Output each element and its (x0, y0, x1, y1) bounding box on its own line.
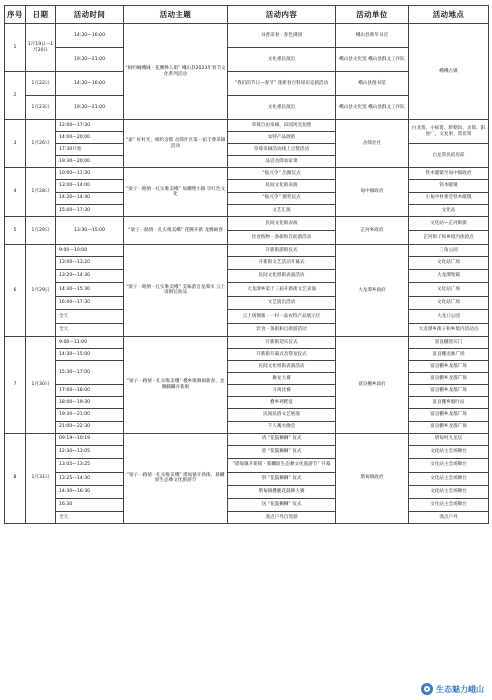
row-place: 塔甸村九龙坛 (409, 433, 489, 445)
row-place: 文化站广场 (409, 282, 489, 296)
table-row (5, 180, 489, 192)
row-place: 铁木暖镇至甸中镇政府 (409, 168, 489, 180)
row-content: 开新街开幕式及祭龙仪式 (228, 348, 336, 360)
row-content: 云上场钢寨 · 一村一品农特产品展示区 (228, 309, 336, 323)
row-time: 14:30—15:00 (56, 348, 124, 360)
row-time: 13:30—15:00 (56, 216, 124, 244)
table-row (5, 498, 489, 511)
row-time: 19:30—21:00 (56, 48, 124, 72)
row-date: 1月22日 (26, 72, 56, 96)
table-row (5, 361, 489, 373)
table-row (5, 472, 489, 485)
row-content: 迎 “花鼓狮狮” 仪式 (228, 445, 336, 458)
row-place: 文化站主会场舞台 (409, 485, 489, 498)
header-cell: 活动地点 (409, 6, 489, 24)
table-row (5, 336, 489, 348)
row-time: 17:00—18:00 (56, 385, 124, 397)
row-time: 18:00—19:30 (56, 397, 124, 409)
row-date: 1月23日 (26, 96, 56, 120)
row-time: 19:30—21:00 (56, 409, 124, 421)
row-place: 大龙潭集镇 (409, 269, 489, 282)
row-content: 翡点户外自驾游 (228, 511, 336, 523)
row-time: 全天 (56, 309, 124, 323)
row-unit: 峨山县文化馆 峨山县群文工作队 (336, 96, 409, 120)
row-place: 文化站广场 (409, 296, 489, 309)
row-time: 16:30 (56, 498, 124, 511)
activity-schedule-table (4, 5, 489, 524)
row-content: 祭 “花鼓狮狮” 仪式 (228, 472, 336, 485)
row-content: 民间文化街表演 (228, 216, 336, 230)
row-content: 开新街文艺活动开幕式 (228, 256, 336, 269)
header-cell: 序号 (5, 6, 26, 24)
table-row (5, 282, 489, 296)
row-place: 文化站—芷河街街 (409, 216, 489, 230)
row-place: 文化站主会场舞台 (409, 445, 489, 458)
row-content: 文化惠民演出 (228, 48, 336, 72)
row-content: 书香读春 · 春色满园 (228, 24, 336, 48)
row-theme: “梁子一路情 · 扎实唯美峨” 塔甸镇开新街、蔡麟原生态彝文化旅游节 (124, 433, 228, 523)
row-time: 13:25—14:30 (56, 472, 124, 485)
row-place: 文化站 (409, 204, 489, 216)
row-number: 6 (5, 244, 26, 336)
row-time: 9:00—11:00 (56, 336, 124, 348)
row-time: 19:30—21:00 (56, 96, 124, 120)
row-place: 白龙箐民宿房前 (409, 144, 489, 168)
row-time: 19:30—20:00 (56, 156, 124, 168)
row-theme: “嘉” 好村光，相约舍郎 舍郎社区第一届丰尊采摘活动 (124, 120, 228, 168)
table-row (5, 323, 489, 336)
row-place: 翡点户外 (409, 511, 489, 523)
table-row (5, 168, 489, 180)
row-date: 1月26日 (26, 120, 56, 168)
row-time: 15:30—17:00 (56, 361, 124, 385)
row-unit: 甸中镇政府 (336, 168, 409, 216)
row-unit: 富良棚乡政府 (336, 336, 409, 433)
row-theme: “梁子一路情 · 扎实唯美峨” 叠乡歌舞闹新春、龙腾麒麟开新街 (124, 336, 228, 433)
row-place: 小甸中村委会铁木暖镇 (409, 192, 489, 204)
row-time: 13:00—14:00 (56, 180, 124, 192)
row-time: 14:30—16:00 (56, 72, 124, 96)
row-time: 9:00—10:00 (56, 244, 124, 256)
row-time: 14:20—14:40 (56, 192, 124, 204)
row-number: 8 (5, 433, 26, 523)
row-place: 峨峨古镇 (409, 24, 489, 120)
row-time: 14:30—15:30 (56, 282, 124, 296)
row-content: “塔甸镇开新街 · 蔡麟原生态彝文化旅游节” 开幕 (228, 458, 336, 472)
table-row (5, 244, 489, 256)
row-place: 富良棚乡龙都广场 (409, 385, 489, 397)
table-row (5, 309, 489, 323)
header-cell: 活动单位 (336, 6, 409, 24)
row-number: 5 (5, 216, 26, 244)
row-place: 富良棚乡龙都广场 (409, 373, 489, 385)
row-time: 14:00—20:00 (56, 132, 124, 144)
header-cell: 活动时间 (56, 6, 124, 24)
row-content: 叠乡鸡粑宴 (228, 397, 336, 409)
row-time: 14:30—16:00 (56, 24, 124, 48)
row-number: 1 (5, 24, 26, 72)
row-unit: 舍郎社区 (336, 120, 409, 168)
row-unit: 峨山县新华书店 (336, 24, 409, 48)
row-number: 2 (5, 72, 26, 120)
row-unit: 峨山县文化馆 峨山县群文工作队 (336, 48, 409, 72)
table-row (5, 511, 489, 523)
row-time: 10:00—11:30 (56, 168, 124, 180)
row-content: 饮食一条街和自助游活动 (228, 323, 336, 336)
row-place: 铁木暖镇 (409, 180, 489, 192)
row-content: 农特产品展销 (228, 132, 336, 144)
row-content: 开新街迎宾仪式 (228, 336, 336, 348)
table-row (5, 348, 489, 360)
row-content: 草莓自由采摘，田园风光拍照 (228, 120, 336, 132)
watermark-text: 生态魅力峨山 (436, 684, 484, 694)
row-place: 文化站主会场舞台 (409, 458, 489, 472)
row-place: 富良棚乡龙都广场 (409, 409, 489, 421)
row-content: 民间文化组街表演活动 (228, 361, 336, 373)
row-content: 文化惠民演出 (228, 96, 336, 120)
row-date: 1月29日 (26, 216, 56, 244)
row-time: 17:30开始 (56, 144, 124, 156)
row-content: 请 “花鼓狮狮” 仪式 (228, 433, 336, 445)
header-cell: 活动主题 (124, 6, 228, 24)
row-content: 斗鸡比赛 (228, 385, 336, 397)
row-place: 文化站广场 (409, 256, 489, 269)
row-content: 民间民俗文艺展演 (228, 409, 336, 421)
row-time: 12:30—13:05 (56, 445, 124, 458)
row-date: 1月29日 (26, 244, 56, 336)
row-date: 1月19日—1月20日 (26, 24, 56, 72)
row-place: 文化站主会场舞台 (409, 498, 489, 511)
table-row (5, 24, 489, 48)
table-row (5, 192, 489, 204)
row-content: 千人篝火晚会 (228, 421, 336, 433)
row-time: 21:00—22:30 (56, 421, 124, 433)
row-content: 品尝舍郎农家菜 (228, 156, 336, 168)
row-place: 大龙口公园 (409, 309, 489, 323)
row-time: 全天 (56, 323, 124, 336)
table-row (5, 269, 489, 282)
table-row (5, 144, 489, 156)
row-number: 7 (5, 336, 26, 433)
row-place: 文化站主会场舞台 (409, 472, 489, 485)
header-cell: 日期 (26, 6, 56, 24)
table-row (5, 216, 489, 230)
table-row (5, 445, 489, 458)
row-theme: “梁子一路情 · 扎实唯美峨” 美味游自龙潭水 云上请钢任欲品 (124, 244, 228, 336)
row-date: 1月31日 (26, 433, 56, 523)
row-theme: “梁子一路情 · 扎实唯美峨” 花腾开新 龙腾闹春 (124, 216, 228, 244)
row-content: 民间文化组街表演活动 (228, 269, 336, 282)
row-content: 舞龙大赛 (228, 373, 336, 385)
table-row (5, 409, 489, 421)
row-place: 白龙箐、小栎箐、阶勒沟、舍郎、阳逆厂、文复果、箐炭箐 (409, 120, 489, 144)
table-row (5, 120, 489, 132)
row-time: 15:00—17:30 (56, 204, 124, 216)
table-header-row (5, 6, 489, 24)
row-unit: 芷河乡政府 (336, 216, 409, 244)
row-unit: 塔甸镇政府 (336, 433, 409, 523)
row-time: 09:19—10:19 (56, 433, 124, 445)
row-time: 16:00—17:30 (56, 296, 124, 309)
camera-lens-icon (421, 683, 433, 695)
row-content: 送 “花鼓狮狮” 仪式 (228, 498, 336, 511)
table-row (5, 204, 489, 216)
row-content: 塔甸镇叠脆花鼓舞大赛 (228, 485, 336, 498)
row-content: 大龙潭乡第十三届开新街文艺表演 (228, 282, 336, 296)
row-content: 民间文化街表演 (228, 180, 336, 192)
row-place: 富良棚乡龙都广场 (409, 361, 489, 373)
row-time: 13:05—13:25 (56, 458, 124, 472)
row-place: 富良棚乡龙都广场 (409, 421, 489, 433)
row-theme: “梁子一路情 · 扎实唯美峨” 甸嘟嘿小镇 享红色文化 (124, 168, 228, 216)
row-content: “我们的节日—春节” 迷新春百科知识竞猜活动 (228, 72, 336, 96)
row-number: 4 (5, 168, 26, 216)
row-time: 13:00—13:20 (56, 256, 124, 269)
row-place: 富良棚迎宾门 (409, 336, 489, 348)
row-content: “振兴令” 颁奖仪式 (228, 192, 336, 204)
row-unit: 大龙潭乡政府 (336, 244, 409, 336)
row-time: 全天 (56, 511, 124, 523)
table-row (5, 421, 489, 433)
row-date: 1月28日 (26, 168, 56, 216)
table-row (5, 296, 489, 309)
row-unit: 峨山县图书馆 (336, 72, 409, 96)
row-place: 芷河街子和乡境内体验点 (409, 230, 489, 244)
table-row (5, 385, 489, 397)
table-row (5, 433, 489, 445)
table-row (5, 256, 489, 269)
row-content: 饮食购物一条街和自助游活动 (228, 230, 336, 244)
row-content: “振兴令” 出圈仪式 (228, 168, 336, 180)
table-row (5, 485, 489, 498)
row-date: 1月30日 (26, 336, 56, 433)
row-place: 三角公园 (409, 244, 489, 256)
header-cell: 活动内容 (228, 6, 336, 24)
table-row (5, 458, 489, 472)
row-content: 文艺汇演 (228, 204, 336, 216)
row-content: 开新街游街仪式 (228, 244, 336, 256)
watermark (421, 682, 484, 696)
row-time: 12:00—17:30 (56, 120, 124, 132)
row-number: 3 (5, 120, 26, 168)
row-place: 富良棚龙脉广场 (409, 348, 489, 360)
row-time: 14:30—16:30 (56, 485, 124, 498)
row-place: 富良棚乡烟叶站 (409, 397, 489, 409)
row-content: 文艺演出活动 (228, 296, 336, 309)
row-time: 13:20—14:30 (56, 269, 124, 282)
row-place: 大龙潭乡街子和乡境内活动点 (409, 323, 489, 336)
table-row (5, 397, 489, 409)
row-content: 草莓采摘活动线上点赞活动 (228, 144, 336, 156)
row-theme: “相约崛峨城 · 花腰彝人街” 峨山县2023年春节文化系列活动 (124, 24, 228, 120)
